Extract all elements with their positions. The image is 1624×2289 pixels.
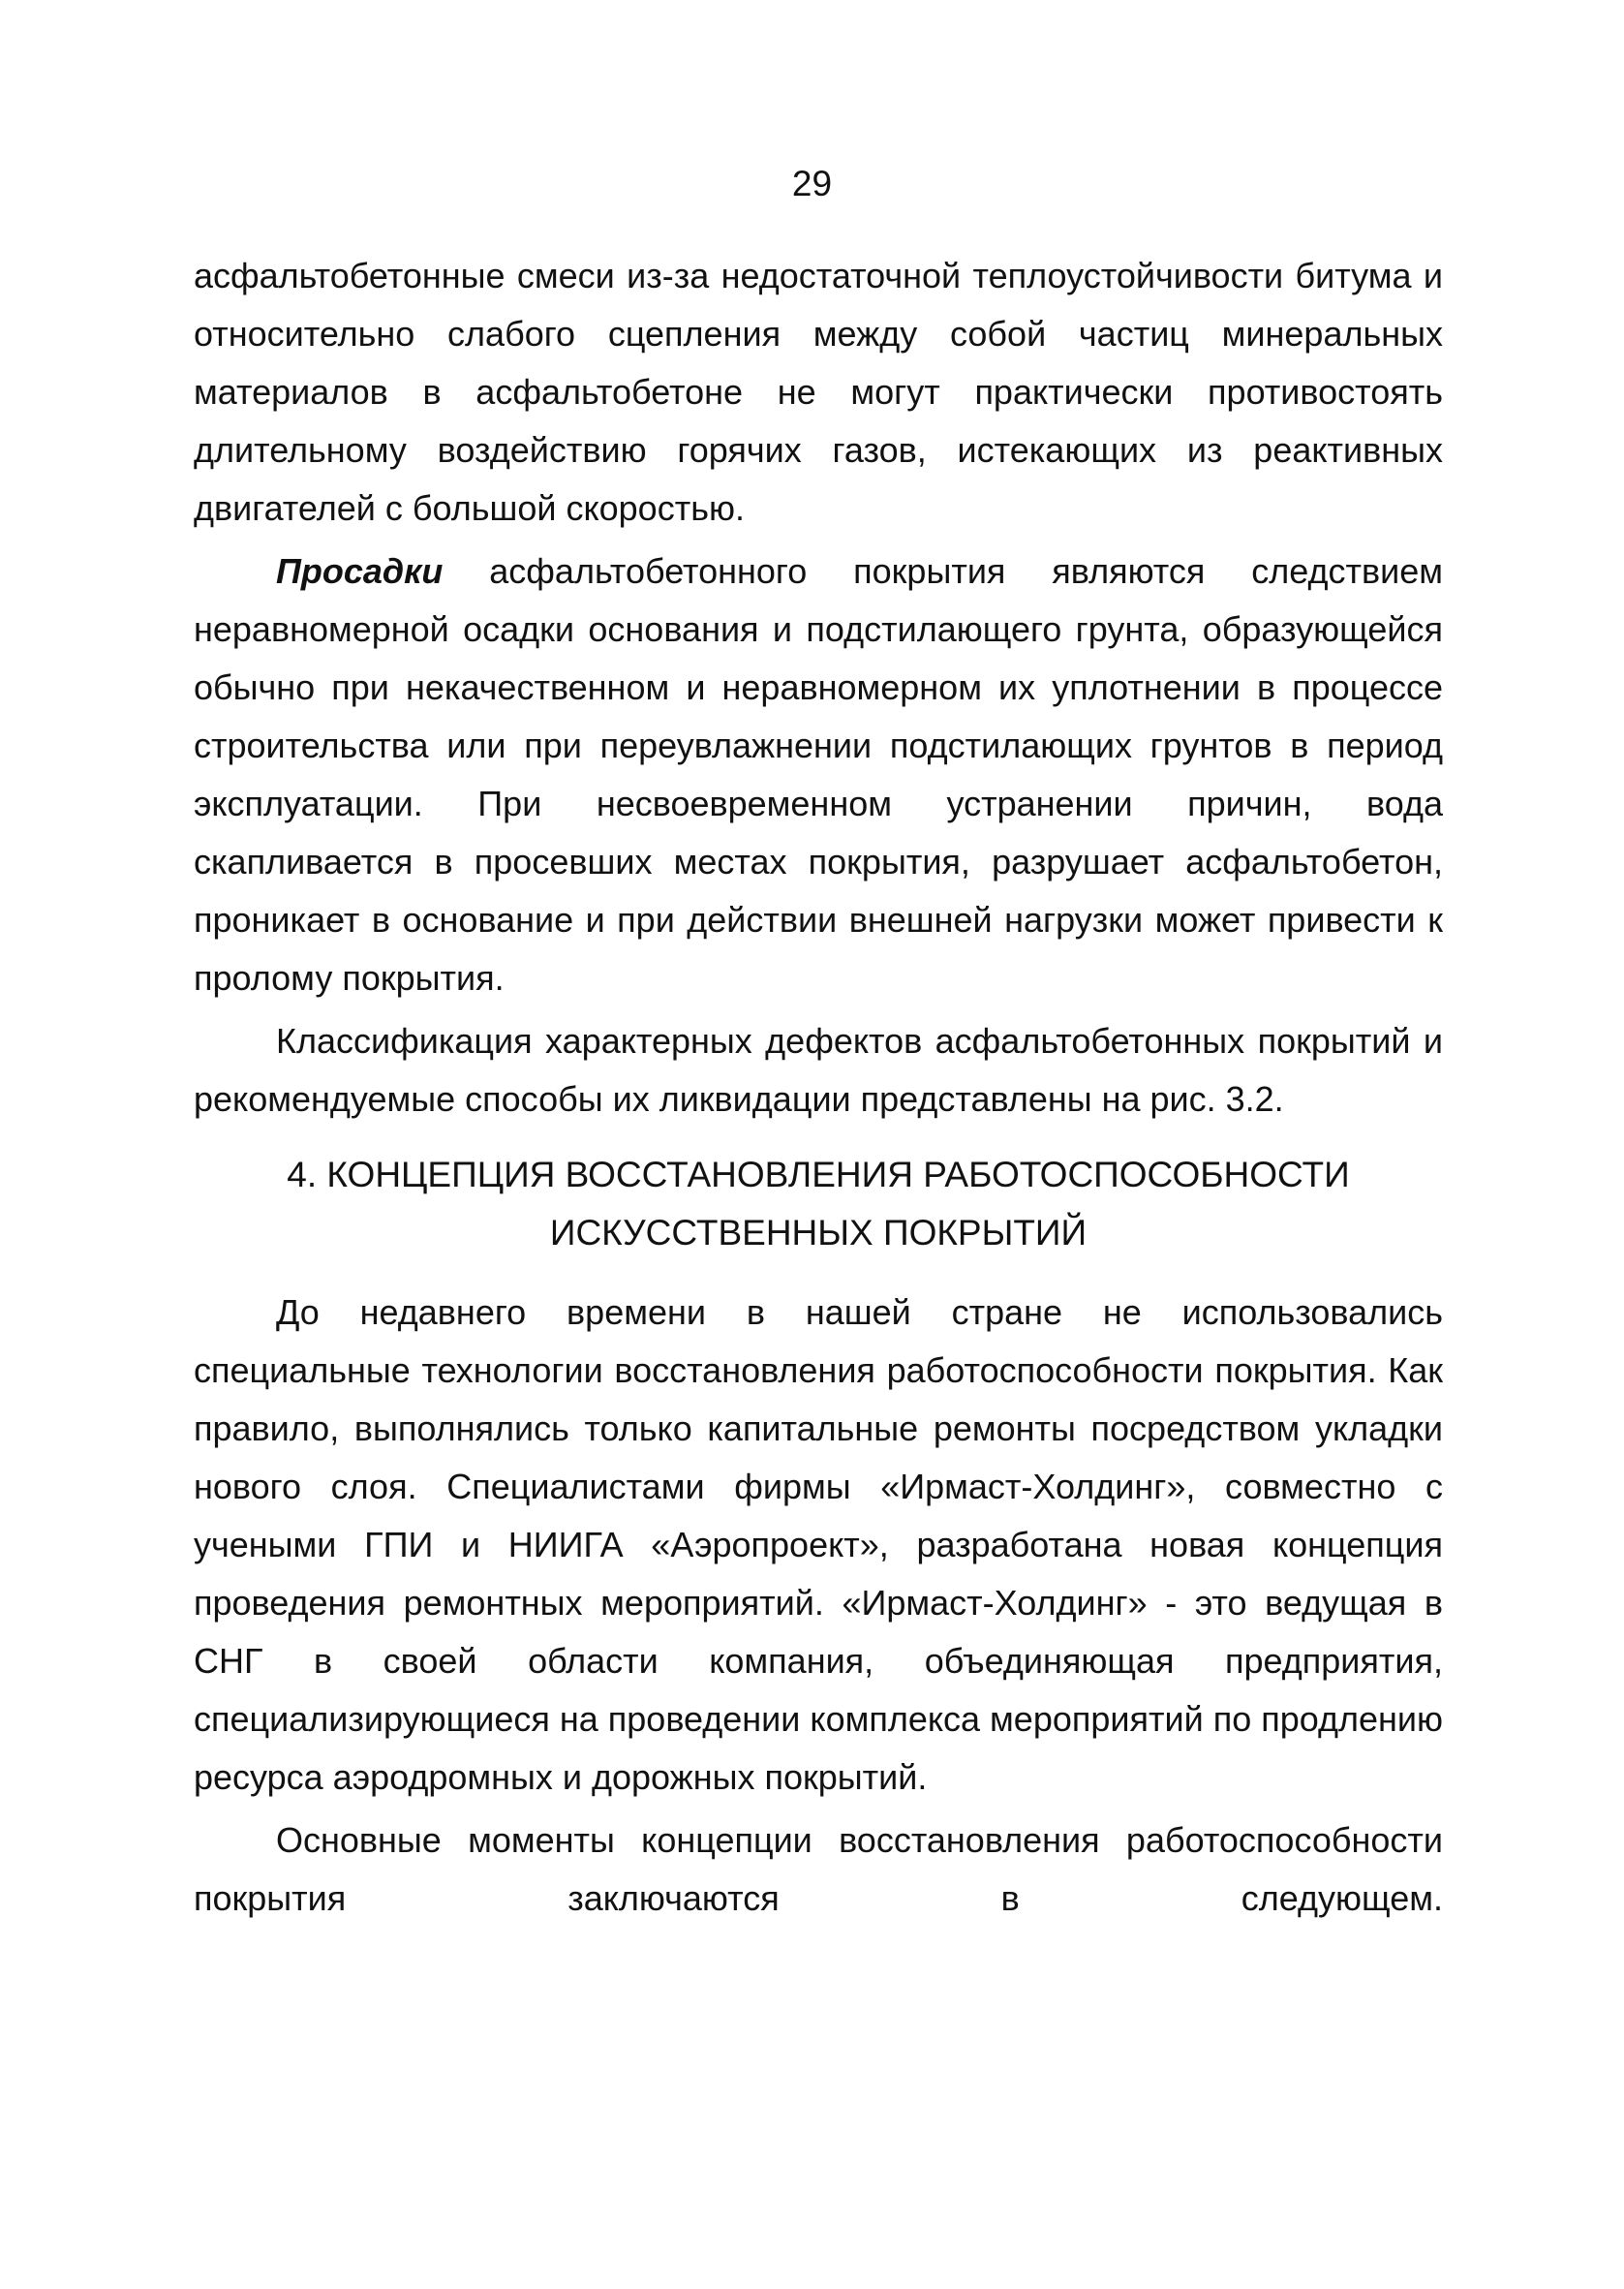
page-number: 29 <box>791 164 833 203</box>
term-subsidence: Просадки <box>276 551 444 591</box>
paragraph-continuation: асфальтобетонные смеси из-за недостаточной теплоустойчивости битума и относительно слабого сцепления между собой частиц минеральных материалов в асфальтобетоне не могут практически противостоять длительному воздействию горячих газов, истекающих из реактивных двигателей с большой скоростью. <box>194 256 1443 528</box>
paragraph-subsidence-text: асфальтобетонного покрытия являются следствием неравномерной осадки основания и подстилающего грунта, образующейся обычно при некачественном и неравномерном их уплотнении в процессе строительства или при переувлажнении подстилающих грунтов в период эксплуатации. При несвоевременном устранении причин, вода скапливается в просевших местах покрытия, разрушает асфальтобетон, проникает в основание и при действии внешней нагрузки может привести к пролому покрытия. <box>194 551 1443 998</box>
section-heading <box>194 1146 1443 1262</box>
paragraph-concept-intro: До недавнего времени в нашей стране не использовались специальные технологии восстановления работоспособности покрытия. Как правило, выполнялись только капитальные ремонты посредством укладки нового слоя. Специалистами фирмы «Ирмаст-Холдинг», совместно с учеными ГПИ и НИИГА «Аэропроект», разработана новая концепция проведения ремонтных мероприятий. «Ирмаст-Холдинг» - это ведущая в СНГ в своей области компания, объединяющая предприятия, специализирующиеся на проведении комплекса мероприятий по продлению ресурса аэродромных и дорожных покрытий. <box>194 1292 1443 1797</box>
paragraph-classification: Классификация характерных дефектов асфальтобетонных покрытий и рекомендуемые способы их ликвидации представлены на рис. 3.2. <box>194 1021 1443 1119</box>
page-body <box>194 247 1443 1928</box>
section-heading-line-1: 4. КОНЦЕПЦИЯ ВОССТАНОВЛЕНИЯ РАБОТОСПОСОБНОСТИ <box>287 1155 1350 1194</box>
section-heading-line-2: ИСКУССТВЕННЫХ ПОКРЫТИЙ <box>549 1213 1088 1253</box>
paragraph-concept-points: Основные моменты концепции восстановления работоспособности покрытия заключаются в следующем. <box>194 1820 1443 1918</box>
paragraph-subsidence <box>194 542 1443 1007</box>
